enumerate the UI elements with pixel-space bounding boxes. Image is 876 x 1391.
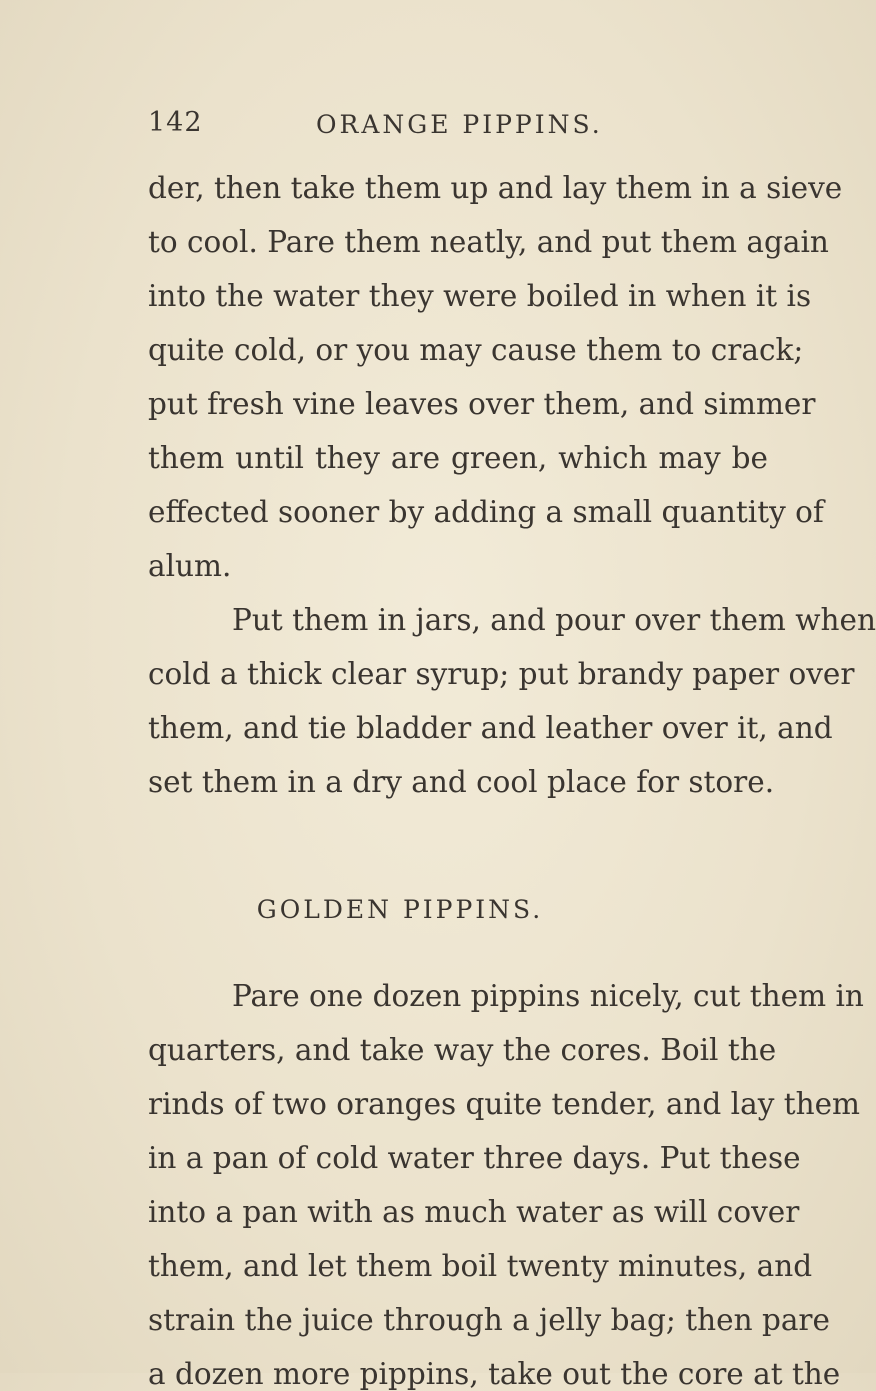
text-line: cold a thick clear syrup; put brandy paper over — [148, 657, 855, 691]
text-line: set them in a dry and cool place for store. — [148, 765, 775, 799]
section-title: GOLDEN PIPPINS. — [256, 895, 544, 924]
page-header — [148, 107, 768, 147]
text-line: quite cold, or you may cause them to crack; — [148, 333, 804, 367]
text-line: Put them in jars, and pour over them when — [232, 603, 876, 637]
text-line: effected sooner by adding a small quantity of — [148, 495, 824, 529]
text-line: put fresh vine leaves over them, and simmer — [148, 387, 816, 421]
text-line: alum. — [148, 549, 232, 583]
text-line: them until they are green, which may be — [148, 441, 768, 475]
text-line: into a pan with as much water as will cover — [148, 1195, 800, 1229]
text-line: them, and tie bladder and leather over it, and — [148, 711, 833, 745]
text-line: a dozen more pippins, take out the core at the — [148, 1357, 841, 1391]
text-line: strain the juice through a jelly bag; then pare — [148, 1303, 830, 1337]
text-line: der, then take them up and lay them in a sieve — [148, 171, 843, 205]
text-line: Pare one dozen pippins nicely, cut them in — [232, 979, 864, 1013]
text-line: into the water they were boiled in when it is — [148, 279, 812, 313]
text-line: quarters, and take way the cores. Boil the — [148, 1033, 777, 1067]
text-line: in a pan of cold water three days. Put these — [148, 1141, 801, 1175]
page-number: 142 — [148, 107, 203, 138]
text-line: them, and let them boil twenty minutes, and — [148, 1249, 813, 1283]
text-line: rinds of two oranges quite tender, and lay them — [148, 1087, 861, 1121]
running-head: ORANGE PIPPINS. — [316, 110, 603, 139]
text-line: to cool. Pare them neatly, and put them again — [148, 225, 829, 259]
